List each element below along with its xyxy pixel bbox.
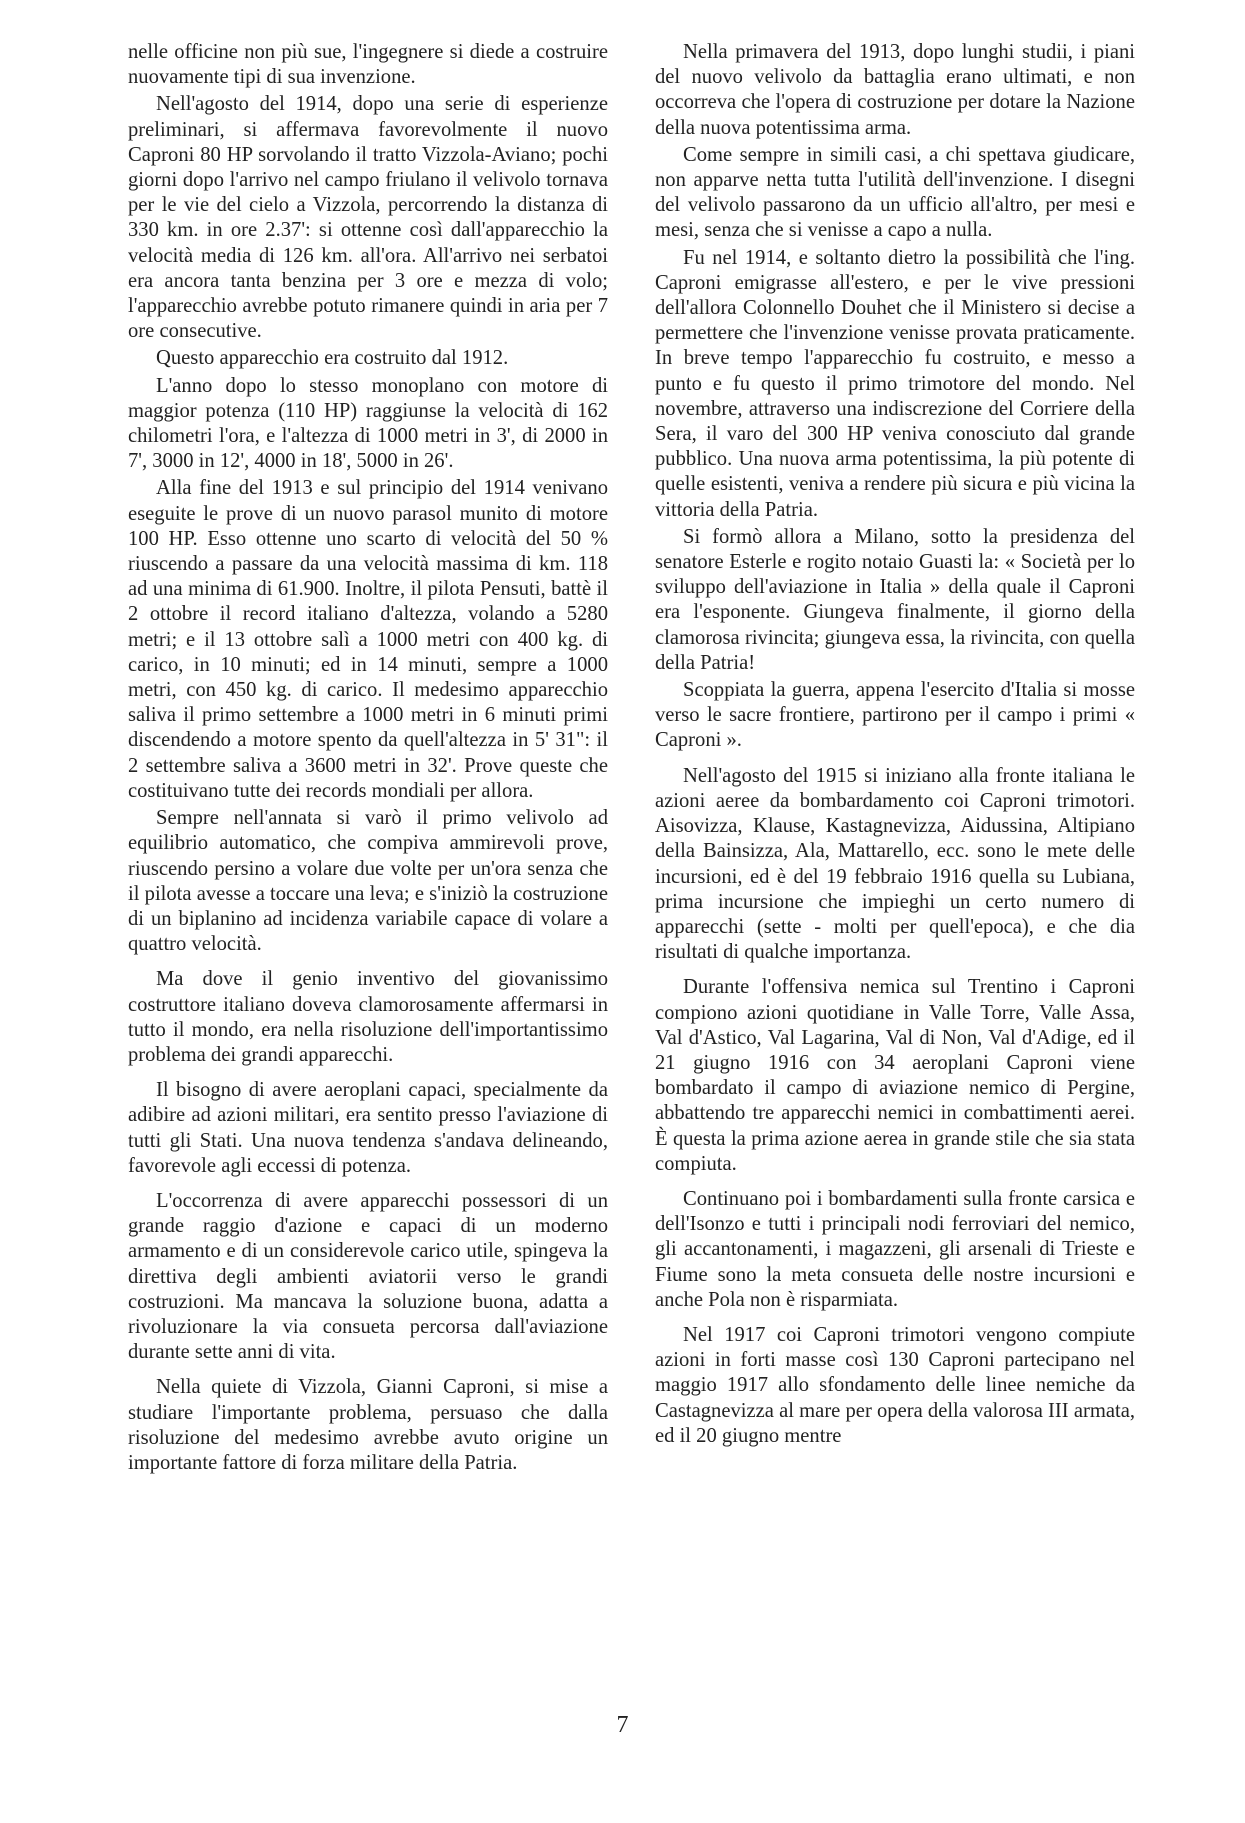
paragraph: Nella quiete di Vizzola, Gianni Caproni, si mise a studiare l'importante problema, persuaso che dalla risoluzione del medesimo avrebbe avuto origine un importante fattore di forza militare della Patria.: [128, 1376, 608, 1474]
paragraph: Ma dove il genio inventivo del giovanissimo costruttore italiano doveva clamorosamente affermarsi in tutto il mondo, era nella risoluzione dell'importantissimo problema dei grandi apparecchi.: [128, 968, 608, 1066]
page-number: 7: [616, 1712, 629, 1738]
left-text-column: [128, 40, 608, 1478]
paragraph: Sempre nell'annata si varò il primo velivolo ad equilibrio automatico, che compiva ammirevoli prove, riuscendo persino a volare due volte per un'ora senza che il pilota avesse a toccare una leva; e s'iniziò la costruzione di un biplanino ad incidenza variabile capace di volare a quattro velocità.: [128, 807, 608, 956]
paragraph: Come sempre in simili casi, a chi spettava giudicare, non apparve netta tutta l'utilità dell'invenzione. I disegni del velivolo passarono da un ufficio all'altro, per mesi e mesi, senza che si venisse a capo a nulla.: [655, 143, 1135, 242]
paragraph: Nell'agosto del 1915 si iniziano alla fronte italiana le azioni aeree da bombardamento coi Caproni trimotori. Aisovizza, Klause, Kastagnevizza, Aidussina, Altipiano della Bainsizza, Ala, Mattarello, ecc. sono le mete delle incursioni, ed è del 19 febbraio 1916 quella su Lubiana, prima incursione che impieghi un certo numero di apparecchi (sette - molti per quell'epoca), e che dia risultati di qualche importanza.: [655, 764, 1135, 964]
paragraph: Fu nel 1914, e soltanto dietro la possibilità che l'ing. Caproni emigrasse all'estero, e per le vive pressioni dell'allora Colonnello Douhet che il Ministero si decise a permettere che l'invenzione venisse provata praticamente. In breve tempo l'apparecchio fu costruito, e messo a punto e fu questo il primo trimotore del mondo. Nel novembre, attraverso una indiscrezione del Corriere della Sera, il varo del 300 HP veniva conosciuto dal grande pubblico. Una nuova arma potentissima, la più potente di quelle esistenti, veniva a rendere più sicura e più vicina la vittoria della Patria.: [655, 246, 1135, 521]
paragraph: Nel 1917 coi Caproni trimotori vengono compiute azioni in forti masse così 130 Caproni partecipano nel maggio 1917 allo sfondamento delle linee nemiche da Castagnevizza al mare per opera della valorosa III armata, ed il 20 giugno mentre: [655, 1323, 1135, 1447]
paragraph: nelle officine non più sue, l'ingegnere si diede a costruire nuovamente tipi di sua invenzione.: [128, 41, 608, 89]
paragraph: Nell'agosto del 1914, dopo una serie di esperienze preliminari, si affermava favorevolmente il nuovo Caproni 80 HP sorvolando il tratto Vizzola-Aviano; pochi giorni dopo l'arrivo nel campo friulano il velivolo tornava per le vie del cielo a Vizzola, percorrendo la distanza di 330 km. in ore 2.37': si ottenne così dall'apparecchio la velocità media di 126 km. all'ora. All'arrivo nei serbatoi era ancora tanta benzina per 3 ore e mezza di volo; l'apparecchio avrebbe potuto rimanere quindi in aria per 7 ore consecutive.: [128, 93, 608, 343]
paragraph: L'anno dopo lo stesso monoplano con motore di maggior potenza (110 HP) raggiunse la velocità di 162 chilometri l'ora, e l'altezza di 1000 metri in 3', di 2000 in 7', 3000 in 12', 4000 in 18', 5000 in 26'.: [128, 374, 608, 473]
paragraph: Nella primavera del 1913, dopo lunghi studii, i piani del nuovo velivolo da battaglia erano ultimati, e non occorreva che l'opera di costruzione per dotare la Nazione della nuova potentissima arma.: [655, 41, 1135, 139]
paragraph: Alla fine del 1913 e sul principio del 1914 venivano eseguite le prove di un nuovo parasol munito di motore 100 HP. Esso ottenne uno scarto di velocità del 50 % riuscendo a passare da una velocità massima di km. 118 ad una minima di 61.900. Inoltre, il pilota Pensuti, battè il 2 ottobre il record italiano d'altezza, volando a 5280 metri; e il 13 ottobre salì a 1000 metri con 400 kg. di carico, in 10 minuti; ed in 14 minuti, sempre a 1000 metri, con 450 kg. di carico. Il medesimo apparecchio saliva il primo settembre a 1000 metri in 6 minuti primi discendendo a motore spento da quell'altezza in 5' 31": il 2 settembre saliva a 3600 metri in 32'. Prove queste che costituivano tutte dei records mondiali per allora.: [128, 477, 608, 802]
paragraph: L'occorrenza di avere apparecchi possessori di un grande raggio d'azione e capaci di un moderno armamento e di un considerevole carico utile, spingeva la direttiva degli ambienti aviatorii verso le grandi costruzioni. Ma mancava la soluzione buona, adatta a rivoluzionare la via consueta percorsa dall'aviazione durante sette anni di vita.: [128, 1189, 608, 1364]
paragraph: Continuano poi i bombardamenti sulla fronte carsica e dell'Isonzo e tutti i principali nodi ferroviari del nemico, gli accantonamenti, i magazzeni, gli arsenali di Trieste e Fiume sono la meta consueta delle nostre incursioni e anche Pola non è risparmiata.: [655, 1187, 1135, 1311]
paragraph: Si formò allora a Milano, sotto la presidenza del senatore Esterle e rogito notaio Guasti la: « Società per lo sviluppo dell'aviazione in Italia » della quale il Caproni era l'esponente. Giungeva finalmente, il giorno della clamorosa rivincita; giungeva essa, la rivincita, con quella della Patria!: [655, 525, 1135, 674]
paragraph: Questo apparecchio era costruito dal 1912.: [156, 347, 509, 370]
paragraph: Scoppiata la guerra, appena l'esercito d'Italia si mosse verso le sacre frontiere, partirono per il campo i primi « Caproni ».: [655, 679, 1135, 752]
paragraph: Durante l'offensiva nemica sul Trentino i Caproni compiono azioni quotidiane in Valle Torre, Valle Assa, Val d'Astico, Val Lagarina, Val di Non, Val d'Adige, ed il 21 giugno 1916 con 34 aeroplani Caproni viene bombardato il campo di aviazione nemico di Pergine, abbattendo tre apparecchi nemici in combattimenti aerei. È questa la prima azione aerea in grande stile che sia stata compiuta.: [655, 976, 1135, 1175]
right-text-column: [655, 40, 1135, 1451]
paragraph: Il bisogno di avere aeroplani capaci, specialmente da adibire ad azioni militari, era sentito presso l'aviazione di tutti gli Stati. Una nuova tendenza s'andava delineando, favorevole agli eccessi di potenza.: [128, 1079, 608, 1177]
